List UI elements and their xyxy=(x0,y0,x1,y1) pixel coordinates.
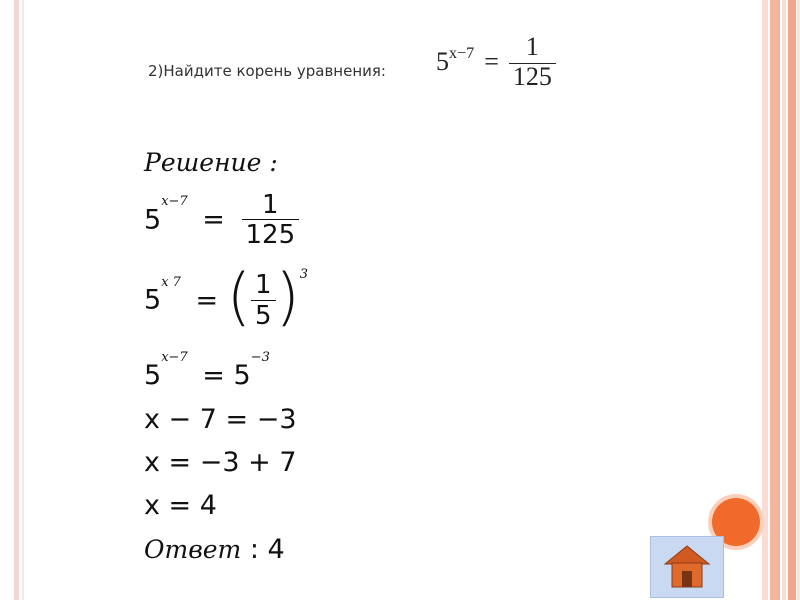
task-equation xyxy=(436,34,556,90)
task-equals: = xyxy=(484,47,499,76)
home-button[interactable] xyxy=(650,536,724,598)
solution-line-1: $5^{x-7}$ = $\frac{1}{125}$ xyxy=(144,192,299,250)
task-fraction: $\frac{1}{125}$ xyxy=(509,34,556,90)
right-decor-stripe xyxy=(788,0,796,600)
solution-line-6: x = 4 xyxy=(144,490,217,521)
task-lhs: $5^{x-7}$ xyxy=(436,44,475,76)
answer-label: Ответ xyxy=(144,535,242,564)
solution-line-4: x − 7 = −3 xyxy=(144,404,297,435)
left-decor-stripe-thin xyxy=(22,0,24,600)
task-label: 2)Найдите корень уравнения: xyxy=(148,62,386,80)
left-decor-stripe xyxy=(14,0,19,600)
solution-heading: Решение : xyxy=(144,148,278,177)
answer-value: : 4 xyxy=(249,534,285,565)
solution-line-3: $5^{x-7} = 5^{-3}$ xyxy=(144,350,270,391)
right-decor-stripe xyxy=(782,0,786,600)
right-decor-stripe xyxy=(770,0,780,600)
answer-line xyxy=(144,534,285,565)
home-icon xyxy=(651,537,723,597)
right-decor-stripe xyxy=(762,0,768,600)
solution-line-5: x = −3 + 7 xyxy=(144,447,297,478)
solution-line-2: $5^{x 7}$ = ( $\frac{1}{5}$ )$^3$ xyxy=(144,260,308,333)
